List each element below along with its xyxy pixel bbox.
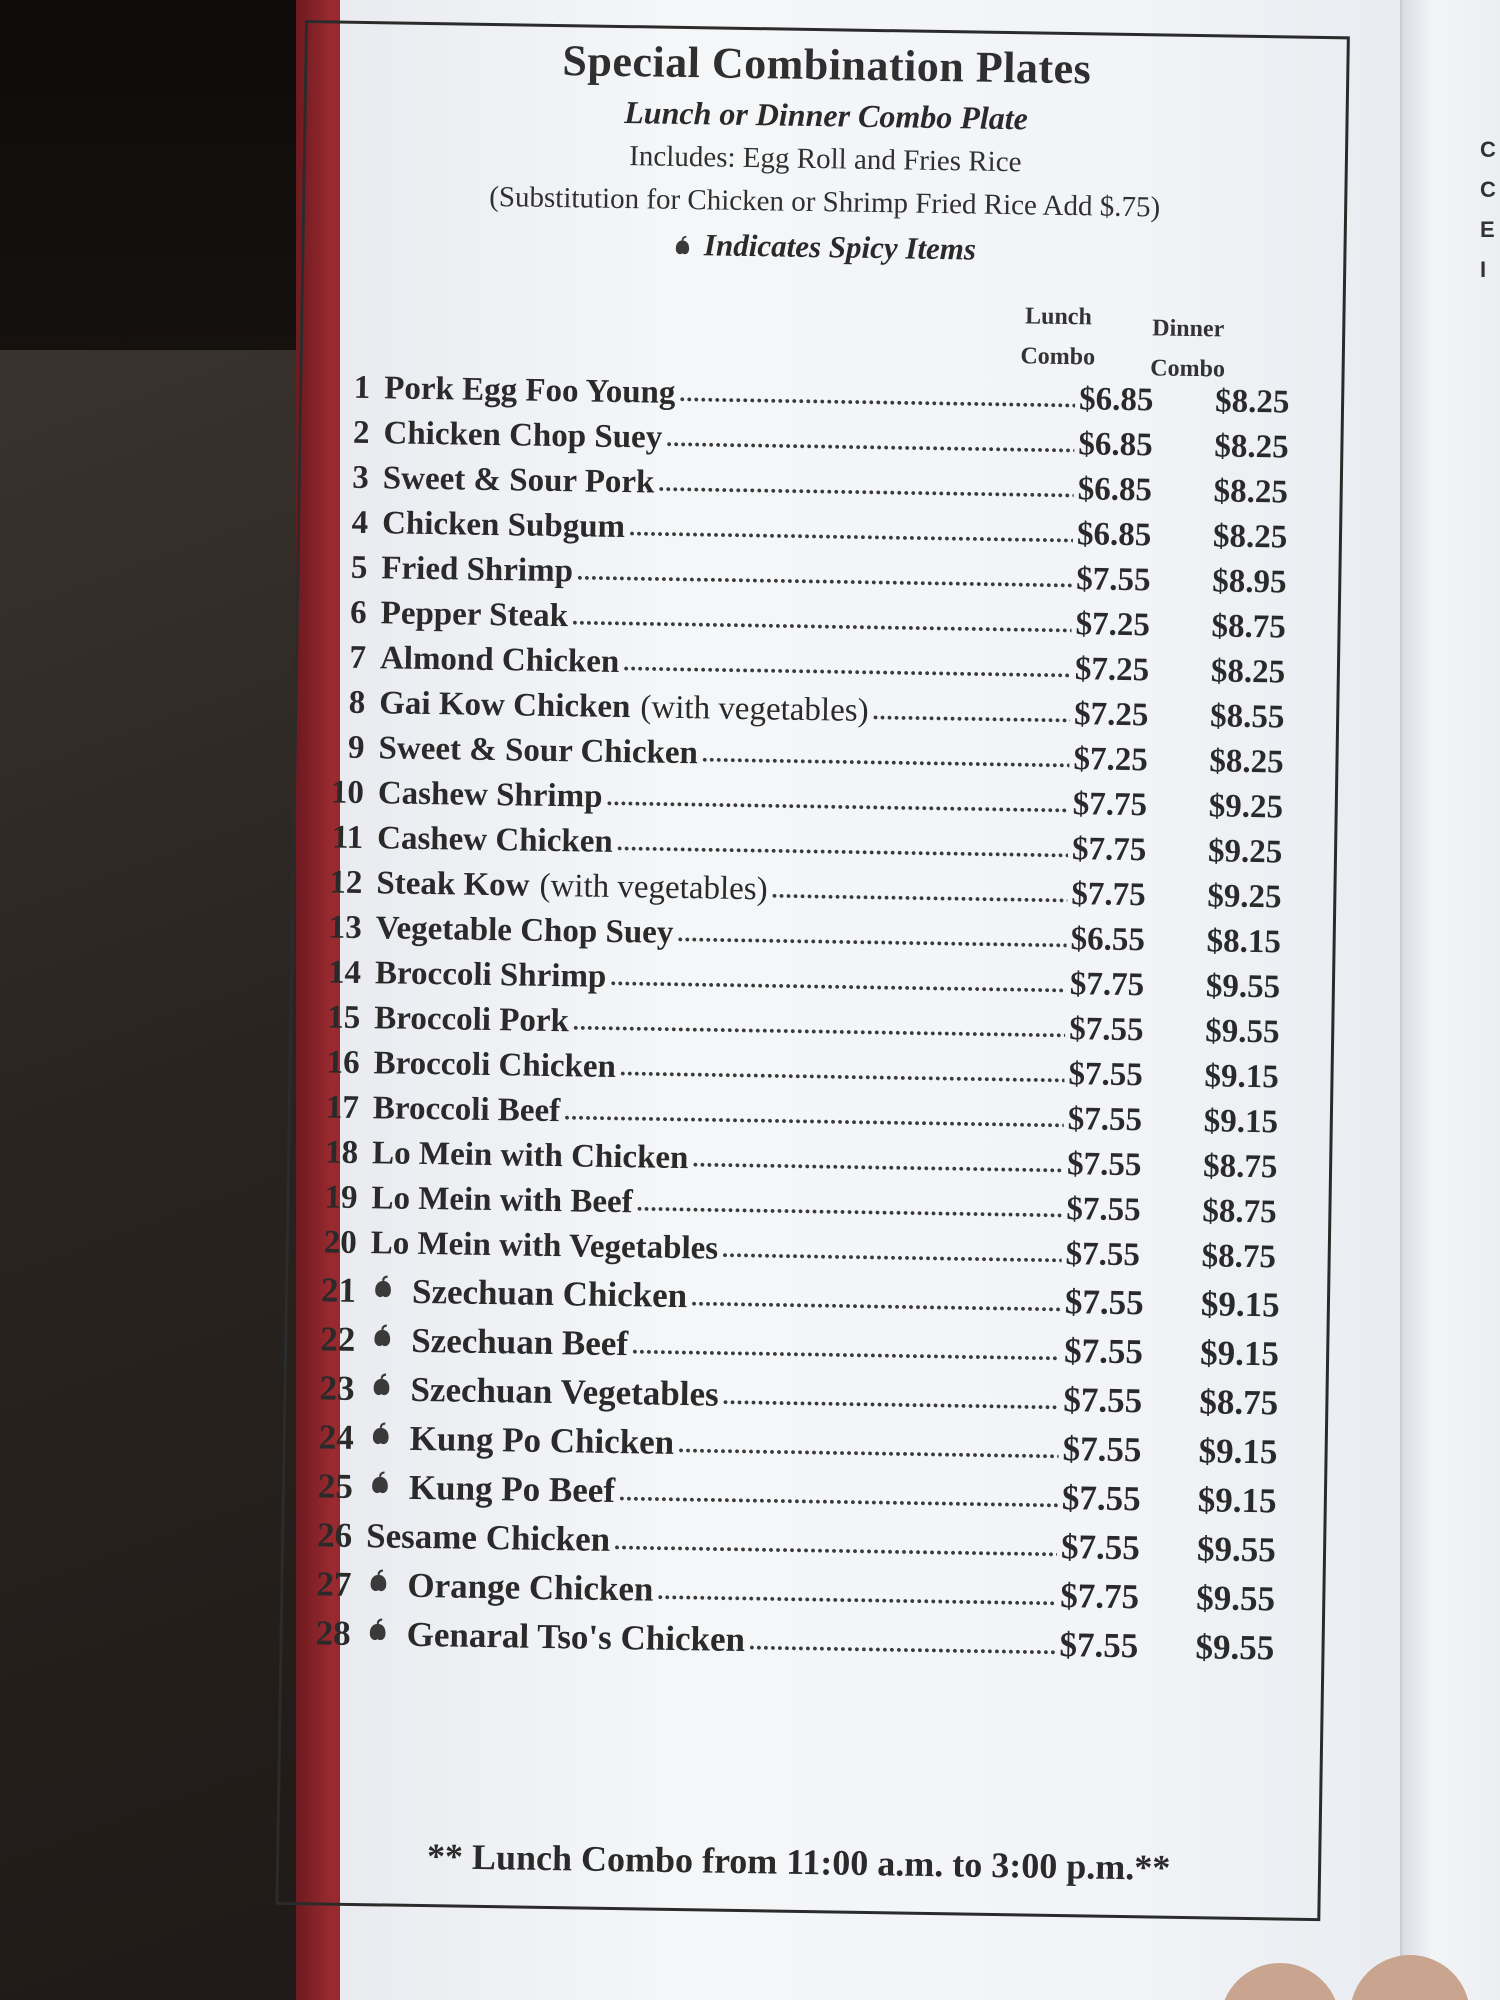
dinner-price: $8.55 <box>1209 698 1285 736</box>
holding-thumbs <box>1200 1955 1500 2000</box>
item-name: Vegetable Chop Suey <box>375 910 674 951</box>
dinner-price: $9.55 <box>1196 1529 1277 1570</box>
dinner-price: $9.15 <box>1199 1333 1280 1374</box>
dinner-price: $9.15 <box>1198 1431 1278 1472</box>
includes-note: Includes: Egg Roll and Fries Rice <box>629 140 1022 179</box>
pepper-icon <box>367 1470 393 1496</box>
item-name: Szechuan Beef <box>410 1320 629 1364</box>
lunch-price: $7.75 <box>1072 786 1148 824</box>
dinner-price: $8.95 <box>1212 563 1287 601</box>
thumb-left <box>1220 1963 1340 2000</box>
item-name: Kung Po Chicken <box>409 1418 675 1462</box>
item-name: Szechuan Vegetables <box>410 1369 719 1414</box>
lunch-price: $7.55 <box>1068 1011 1144 1049</box>
item-name: Pork Egg Foo Young <box>383 370 676 411</box>
dinner-price: $9.15 <box>1203 1103 1279 1141</box>
item-number: 4 <box>351 504 369 542</box>
lunch-price: $6.85 <box>1077 471 1153 509</box>
lunch-price: $7.75 <box>1071 831 1147 869</box>
pepper-icon <box>368 1421 394 1447</box>
lunch-header-line-1: Lunch <box>1024 303 1092 331</box>
dinner-header-line-2: Combo <box>1150 355 1226 383</box>
item-number: 18 <box>324 1134 359 1171</box>
dinner-price: $8.25 <box>1214 383 1290 421</box>
dinner-price: $8.25 <box>1213 473 1289 511</box>
menu-frame <box>275 20 1349 1921</box>
dinner-price: $8.25 <box>1214 428 1289 466</box>
item-name: Sesame Chicken <box>365 1516 611 1559</box>
lunch-price: $7.75 <box>1071 876 1146 914</box>
item-name: Orange Chicken <box>407 1565 654 1609</box>
lunch-price: $7.55 <box>1067 1101 1143 1139</box>
item-number: 2 <box>352 414 370 452</box>
dinner-price: $8.75 <box>1211 608 1287 646</box>
pepper-icon <box>369 1323 395 1349</box>
dinner-price: $9.55 <box>1195 1627 1275 1668</box>
lunch-price: $7.55 <box>1066 1146 1142 1184</box>
dinner-price: $9.15 <box>1200 1284 1280 1325</box>
lunch-price: $7.55 <box>1061 1478 1141 1519</box>
dinner-price: $8.75 <box>1202 1193 1277 1231</box>
item-name: Steak Kow <box>376 865 530 904</box>
pepper-icon <box>365 1617 391 1643</box>
dot-leader <box>722 1237 1062 1273</box>
dot-leader <box>666 426 1075 463</box>
item-number: 13 <box>328 909 363 947</box>
dot-leader <box>722 1384 1059 1420</box>
item-name: Cashew Shrimp <box>377 775 603 815</box>
item-name: Chicken Chop Suey <box>383 415 663 456</box>
dot-leader <box>679 381 1075 418</box>
item-number: 23 <box>319 1368 355 1408</box>
lunch-price: $7.55 <box>1059 1625 1139 1666</box>
item-name: Szechuan Chicken <box>411 1271 688 1316</box>
item-name: Almond Chicken <box>379 640 620 681</box>
item-number: 12 <box>329 864 363 902</box>
lunch-price: $6.85 <box>1078 381 1154 419</box>
dinner-price: $9.25 <box>1207 878 1282 916</box>
pepper-icon <box>370 1274 396 1300</box>
lunch-price: $7.25 <box>1073 741 1149 779</box>
item-number: 25 <box>317 1466 354 1506</box>
item-number: 19 <box>324 1179 358 1216</box>
lunch-price: $7.55 <box>1063 1331 1144 1372</box>
page-title: Special Combination Plates <box>562 36 1092 94</box>
lunch-price: $7.75 <box>1060 1576 1140 1617</box>
dinner-price: $8.25 <box>1209 743 1284 781</box>
item-number: 28 <box>315 1613 351 1653</box>
item-name: Broccoli Shrimp <box>374 955 607 995</box>
lunch-price: $6.55 <box>1070 921 1146 959</box>
lunch-price: $7.55 <box>1066 1191 1141 1229</box>
lunch-price: $7.25 <box>1074 651 1150 689</box>
item-number: 22 <box>319 1319 356 1359</box>
item-number: 16 <box>326 1044 360 1081</box>
lunch-price: $6.85 <box>1078 426 1153 464</box>
item-name: Sweet & Sour Pork <box>382 460 655 501</box>
item-note: (with vegetables) <box>539 867 768 908</box>
lunch-price: $7.75 <box>1069 966 1145 1004</box>
item-number: 8 <box>348 684 366 722</box>
lunch-price: $7.25 <box>1075 606 1151 644</box>
lunch-price: $7.55 <box>1062 1429 1142 1470</box>
item-name: Pepper Steak <box>380 595 569 635</box>
dinner-price: $8.75 <box>1201 1238 1277 1276</box>
item-name: Lo Mein with Vegetables <box>370 1225 719 1267</box>
dinner-price: $9.55 <box>1205 968 1281 1006</box>
dinner-price: $8.15 <box>1206 923 1282 961</box>
item-number: 11 <box>331 819 364 857</box>
item-number: 27 <box>316 1564 352 1604</box>
pepper-icon <box>672 235 694 257</box>
item-number: 21 <box>320 1270 357 1310</box>
item-name: Broccoli Chicken <box>373 1045 617 1086</box>
item-name: Sweet & Sour Chicken <box>378 730 699 772</box>
lunch-price: $7.55 <box>1068 1056 1144 1094</box>
spicy-legend-text: Indicates Spicy Items <box>703 227 977 267</box>
item-number: 17 <box>325 1089 360 1126</box>
lunch-price: $7.55 <box>1060 1527 1141 1568</box>
item-name: Chicken Subgum <box>381 505 626 546</box>
dot-leader <box>658 471 1074 509</box>
item-number: 14 <box>327 954 362 991</box>
item-number: 1 <box>353 369 371 407</box>
item-name: Broccoli Beef <box>372 1090 561 1130</box>
item-name: Lo Mein with Beef <box>371 1180 633 1221</box>
item-note: (with vegetables) <box>640 689 869 729</box>
item-number: 15 <box>327 999 361 1036</box>
dot-leader <box>692 1146 1063 1183</box>
menu-subtitle: Lunch or Dinner Combo Plate <box>623 94 1029 137</box>
dot-leader <box>678 1432 1059 1469</box>
dinner-price: $9.25 <box>1207 833 1283 871</box>
lunch-price: $6.85 <box>1076 516 1152 554</box>
item-number: 10 <box>330 774 365 812</box>
dinner-price: $9.55 <box>1204 1013 1280 1051</box>
dinner-price: $9.15 <box>1197 1480 1277 1521</box>
lunch-price: $7.55 <box>1063 1380 1143 1421</box>
spicy-legend <box>304 221 1343 273</box>
lunch-price: $7.55 <box>1064 1282 1145 1323</box>
dinner-header-line-1: Dinner <box>1152 315 1225 343</box>
dinner-price: $8.75 <box>1202 1148 1278 1186</box>
thumb-right <box>1350 1955 1470 2000</box>
lunch-price: $7.55 <box>1076 561 1151 599</box>
pepper-icon <box>365 1568 391 1594</box>
dinner-price: $8.25 <box>1212 518 1288 556</box>
item-number: 5 <box>350 549 368 587</box>
item-number: 20 <box>323 1224 358 1261</box>
dot-leader <box>771 877 1067 913</box>
adjacent-page <box>1400 0 1500 2000</box>
dinner-price: $8.25 <box>1210 653 1286 691</box>
item-name: Kung Po Beef <box>408 1467 616 1511</box>
item-name: Fried Shrimp <box>381 550 574 590</box>
item-name: Broccoli Pork <box>374 1000 570 1040</box>
pepper-icon <box>368 1372 394 1398</box>
dot-leader <box>677 921 1067 958</box>
lunch-price: $7.55 <box>1065 1236 1141 1274</box>
dinner-price: $8.75 <box>1199 1382 1279 1423</box>
dot-leader <box>872 699 1070 733</box>
dinner-price: $9.25 <box>1208 788 1284 826</box>
lunch-header-line-2: Combo <box>1020 343 1096 371</box>
substitution-note: (Substitution for Chicken or Shrimp Fried Rice Add $.75) <box>488 180 1161 224</box>
dot-leader <box>657 1579 1056 1616</box>
item-name: Lo Mein with Chicken <box>371 1135 689 1177</box>
lunch-price: $7.25 <box>1073 696 1149 734</box>
menu-item-list <box>302 361 1327 1669</box>
dot-leader <box>702 741 1070 778</box>
dot-leader <box>691 1285 1061 1322</box>
item-number: 7 <box>349 639 367 677</box>
dot-leader <box>749 1629 1056 1665</box>
item-name: Cashew Chicken <box>376 820 614 860</box>
dinner-price: $9.15 <box>1204 1058 1280 1096</box>
lunch-hours-footer: ** Lunch Combo from 11:00 a.m. to 3:00 p.m.** <box>426 1836 1171 1888</box>
dinner-price: $9.55 <box>1196 1578 1276 1619</box>
item-number: 9 <box>347 729 365 767</box>
item-name: Genaral Tso's Chicken <box>406 1614 746 1660</box>
item-number: 24 <box>318 1417 355 1457</box>
item-number: 3 <box>352 459 370 497</box>
item-number: 6 <box>349 594 367 632</box>
item-number: 26 <box>316 1515 353 1555</box>
item-name: Gai Kow Chicken <box>378 685 631 726</box>
lunch-combo-header <box>1002 296 1113 378</box>
adjacent-page-edge-text: C C E I <box>1480 137 1496 282</box>
